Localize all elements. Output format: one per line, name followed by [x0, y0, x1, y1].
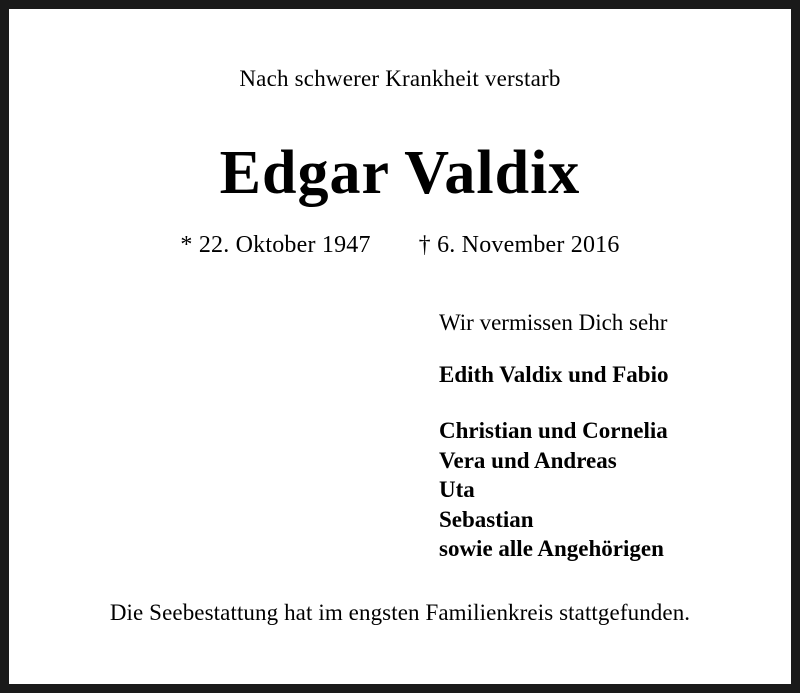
obituary-content: [9, 9, 791, 684]
mourning-message: Wir vermissen Dich sehr: [439, 309, 668, 335]
deceased-name: Edgar Valdix: [219, 138, 581, 207]
primary-mourners: Edith Valdix und Fabio: [439, 362, 669, 388]
death-date: † 6. November 2016: [418, 231, 620, 258]
list-item: Sebastian: [439, 506, 534, 532]
list-item: Vera und Andreas: [439, 447, 617, 473]
birth-date: * 22. Oktober 1947: [180, 231, 371, 258]
list-item: sowie alle Angehörigen: [439, 535, 664, 561]
funeral-note: Die Seebestattung hat im engsten Familienkreis stattgefunden.: [109, 600, 691, 625]
family-members-list: [439, 416, 757, 563]
mourners-block: [43, 309, 757, 564]
intro-text: Nach schwerer Krankheit verstarb: [239, 66, 561, 91]
list-item: Uta: [439, 477, 475, 503]
life-dates: [43, 232, 757, 259]
list-item: Christian und Cornelia: [439, 418, 668, 444]
